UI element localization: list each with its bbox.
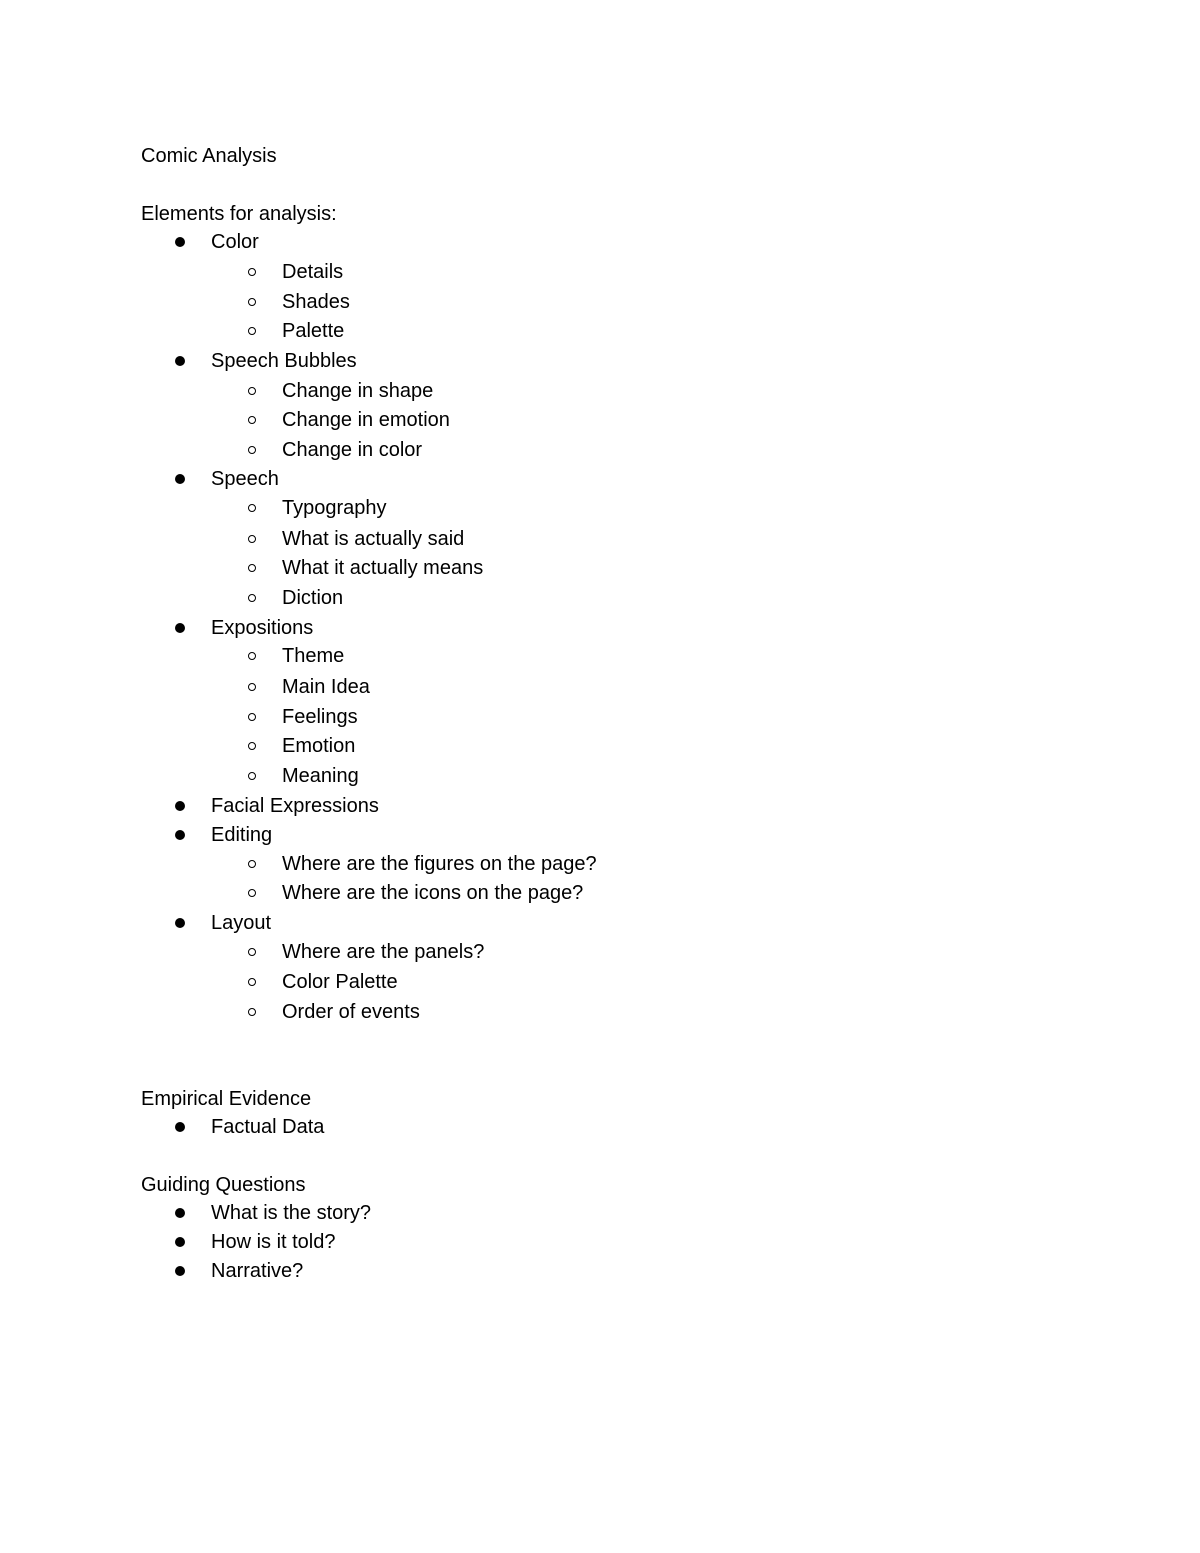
circle-bullet-icon xyxy=(248,564,256,572)
circle-bullet-icon xyxy=(248,683,256,691)
circle-bullet-icon xyxy=(248,446,256,454)
sub-list-item: Main Idea xyxy=(282,676,370,698)
sub-list-item: Change in color xyxy=(282,439,423,461)
circle-bullet-icon xyxy=(248,713,256,721)
circle-bullet-icon xyxy=(248,535,256,543)
list-item: Speech xyxy=(211,468,279,490)
bullet-icon xyxy=(175,356,185,366)
circle-bullet-icon xyxy=(248,327,256,335)
circle-bullet-icon xyxy=(248,978,256,986)
list-item: Factual Data xyxy=(211,1116,325,1138)
circle-bullet-icon xyxy=(248,889,256,897)
list-item: Facial Expressions xyxy=(211,795,379,817)
list-item: Speech Bubbles xyxy=(211,350,357,372)
empirical-heading: Empirical Evidence xyxy=(141,1088,312,1110)
circle-bullet-icon xyxy=(248,948,256,956)
bullet-icon xyxy=(175,237,185,247)
circle-bullet-icon xyxy=(248,652,256,660)
bullet-icon xyxy=(175,623,185,633)
circle-bullet-icon xyxy=(248,416,256,424)
circle-bullet-icon xyxy=(248,772,256,780)
list-item: Layout xyxy=(211,912,272,934)
list-item: Expositions xyxy=(211,617,314,639)
sub-list-item: Change in emotion xyxy=(282,409,450,431)
sub-list-item: Where are the icons on the page? xyxy=(282,882,584,904)
circle-bullet-icon xyxy=(248,860,256,868)
sub-list-item: Shades xyxy=(282,291,350,313)
sub-list-item: Color Palette xyxy=(282,971,398,993)
sub-list-item: Order of events xyxy=(282,1001,420,1023)
circle-bullet-icon xyxy=(248,1008,256,1016)
elements-heading: Elements for analysis: xyxy=(141,203,337,225)
bullet-icon xyxy=(175,474,185,484)
circle-bullet-icon xyxy=(248,742,256,750)
list-item: Editing xyxy=(211,824,273,846)
bullet-icon xyxy=(175,1208,185,1218)
list-item: What is the story? xyxy=(211,1202,372,1224)
sub-list-item: Diction xyxy=(282,587,344,609)
circle-bullet-icon xyxy=(248,298,256,306)
sub-list-item: Where are the panels? xyxy=(282,941,485,963)
sub-list-item: Theme xyxy=(282,645,345,667)
sub-list-item: Feelings xyxy=(282,706,358,728)
list-item: Color xyxy=(211,231,259,253)
bullet-icon xyxy=(175,830,185,840)
sub-list-item: What is actually said xyxy=(282,528,465,550)
circle-bullet-icon xyxy=(248,387,256,395)
circle-bullet-icon xyxy=(248,268,256,276)
sub-list-item: Meaning xyxy=(282,765,359,787)
bullet-icon xyxy=(175,801,185,811)
sub-list-item: Details xyxy=(282,261,344,283)
sub-list-item: Change in shape xyxy=(282,380,434,402)
document-title: Comic Analysis xyxy=(141,145,277,167)
list-item: Narrative? xyxy=(211,1260,304,1282)
bullet-icon xyxy=(175,1237,185,1247)
sub-list-item: Typography xyxy=(282,497,387,519)
guiding-heading: Guiding Questions xyxy=(141,1174,306,1196)
sub-list-item: What it actually means xyxy=(282,557,484,579)
circle-bullet-icon xyxy=(248,504,256,512)
bullet-icon xyxy=(175,1266,185,1276)
bullet-icon xyxy=(175,918,185,928)
list-item: How is it told? xyxy=(211,1231,336,1253)
bullet-icon xyxy=(175,1122,185,1132)
sub-list-item: Palette xyxy=(282,320,345,342)
sub-list-item: Emotion xyxy=(282,735,356,757)
circle-bullet-icon xyxy=(248,594,256,602)
sub-list-item: Where are the figures on the page? xyxy=(282,853,597,875)
